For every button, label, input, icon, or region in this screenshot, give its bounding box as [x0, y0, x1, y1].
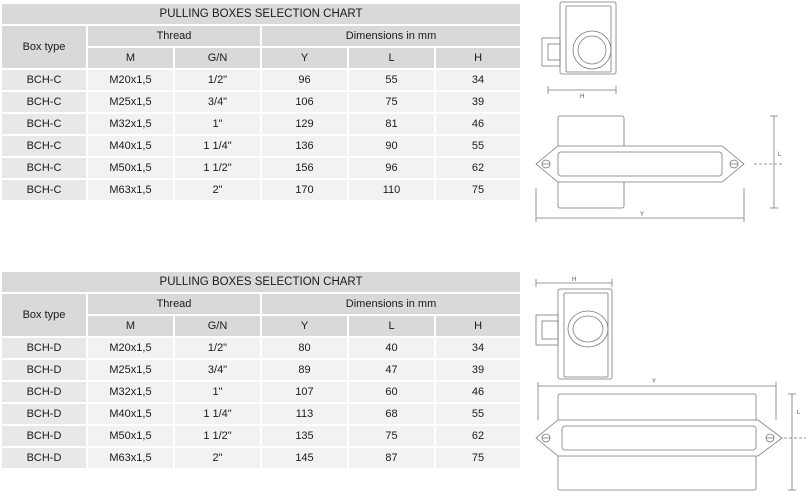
cell-h: 55 [436, 404, 520, 424]
cell-gn: 3/4" [175, 360, 260, 380]
bch-c-side-view-drawing [536, 0, 626, 110]
cell-l: 75 [349, 426, 434, 446]
table-row [2, 136, 520, 156]
cell-h: 39 [436, 92, 520, 112]
header-thread: Thread [88, 26, 260, 46]
table-title: PULLING BOXES SELECTION CHART [2, 4, 520, 24]
header-dimensions: Dimensions in mm [262, 294, 520, 314]
header-dimensions: Dimensions in mm [262, 26, 520, 46]
cell-l: 87 [349, 448, 434, 468]
cell-h: 75 [436, 180, 520, 200]
header-gn: G/N [175, 316, 260, 336]
cell-gn: 1 1/4" [175, 404, 260, 424]
cell-h: 46 [436, 382, 520, 402]
header-m: M [88, 48, 173, 68]
dimension-label-y: Y [640, 212, 645, 218]
table-title: PULLING BOXES SELECTION CHART [2, 272, 520, 292]
cell-gn: 1/2" [175, 70, 260, 90]
conduit-opening [573, 31, 611, 69]
cell-l: 90 [349, 136, 434, 156]
cell-l: 68 [349, 404, 434, 424]
cell-m: M63x1,5 [88, 180, 173, 200]
dimension-label-y: Y [652, 379, 657, 385]
table-row [2, 382, 520, 402]
cell-l: 60 [349, 382, 434, 402]
cell-box-type: BCH-C [2, 70, 86, 90]
cell-gn: 2" [175, 180, 260, 200]
cell-gn: 1" [175, 114, 260, 134]
cell-y: 145 [262, 448, 347, 468]
cell-h: 62 [436, 426, 520, 446]
header-l: L [349, 316, 434, 336]
cell-y: 107 [262, 382, 347, 402]
header-l: L [349, 48, 434, 68]
cell-y: 135 [262, 426, 347, 446]
selection-chart-bch-d [0, 270, 520, 470]
cell-m: M25x1,5 [88, 92, 173, 112]
table-row [2, 92, 520, 112]
cell-l: 96 [349, 158, 434, 178]
cell-box-type: BCH-D [2, 360, 86, 380]
dimension-label-h: H [572, 277, 577, 283]
cell-m: M50x1,5 [88, 158, 173, 178]
cell-l: 81 [349, 114, 434, 134]
header-y: Y [262, 316, 347, 336]
cell-m: M50x1,5 [88, 426, 173, 446]
cell-y: 113 [262, 404, 347, 424]
header-box-type: Box type [2, 294, 86, 336]
cell-gn: 1 1/4" [175, 136, 260, 156]
cell-box-type: BCH-D [2, 448, 86, 468]
header-m: M [88, 316, 173, 336]
table-row [2, 360, 520, 380]
cell-gn: 1 1/2" [175, 158, 260, 178]
selection-table [0, 270, 522, 470]
cell-m: M25x1,5 [88, 360, 173, 380]
dimension-label-l: L [797, 410, 801, 416]
cell-h: 75 [436, 448, 520, 468]
cell-y: 129 [262, 114, 347, 134]
cell-h: 55 [436, 136, 520, 156]
cell-y: 156 [262, 158, 347, 178]
cell-gn: 1" [175, 382, 260, 402]
table-row [2, 114, 520, 134]
cell-box-type: BCH-C [2, 158, 86, 178]
cell-y: 89 [262, 360, 347, 380]
cell-m: M40x1,5 [88, 136, 173, 156]
cell-l: 47 [349, 360, 434, 380]
table-row [2, 338, 520, 358]
header-h: H [436, 48, 520, 68]
table-row [2, 180, 520, 200]
table-row [2, 448, 520, 468]
table-row [2, 404, 520, 424]
cell-h: 34 [436, 70, 520, 90]
cell-box-type: BCH-C [2, 136, 86, 156]
cell-h: 62 [436, 158, 520, 178]
cell-box-type: BCH-D [2, 404, 86, 424]
cell-box-type: BCH-C [2, 180, 86, 200]
cell-box-type: BCH-D [2, 426, 86, 446]
table-row [2, 158, 520, 178]
table-row [2, 70, 520, 90]
cell-l: 40 [349, 338, 434, 358]
cell-y: 80 [262, 338, 347, 358]
cell-y: 96 [262, 70, 347, 90]
dimension-label-h: H [580, 94, 585, 100]
cell-l: 75 [349, 92, 434, 112]
header-gn: G/N [175, 48, 260, 68]
header-thread: Thread [88, 294, 260, 314]
table-row [2, 426, 520, 446]
cell-h: 39 [436, 360, 520, 380]
header-y: Y [262, 48, 347, 68]
cell-y: 170 [262, 180, 347, 200]
cell-box-type: BCH-D [2, 382, 86, 402]
cell-l: 110 [349, 180, 434, 200]
cell-gn: 1/2" [175, 338, 260, 358]
cell-y: 136 [262, 136, 347, 156]
cell-m: M32x1,5 [88, 114, 173, 134]
dimension-label-l: L [778, 152, 782, 158]
box-lid-outline [536, 146, 744, 182]
cell-h: 34 [436, 338, 520, 358]
selection-chart-bch-c [0, 2, 520, 202]
cell-m: M40x1,5 [88, 404, 173, 424]
cell-h: 46 [436, 114, 520, 134]
bch-d-side-view-drawing [528, 275, 620, 385]
cell-box-type: BCH-C [2, 92, 86, 112]
cell-gn: 2" [175, 448, 260, 468]
cell-m: M20x1,5 [88, 70, 173, 90]
box-lid-outline [536, 420, 782, 456]
cell-m: M32x1,5 [88, 382, 173, 402]
selection-table [0, 2, 522, 202]
header-box-type: Box type [2, 26, 86, 68]
cell-gn: 3/4" [175, 92, 260, 112]
cell-box-type: BCH-D [2, 338, 86, 358]
header-h: H [436, 316, 520, 336]
cell-m: M63x1,5 [88, 448, 173, 468]
cell-m: M20x1,5 [88, 338, 173, 358]
cell-box-type: BCH-C [2, 114, 86, 134]
bch-d-top-view-drawing [522, 374, 808, 494]
bch-c-top-view-drawing [522, 112, 806, 228]
cell-l: 55 [349, 70, 434, 90]
cell-y: 106 [262, 92, 347, 112]
cell-gn: 1 1/2" [175, 426, 260, 446]
